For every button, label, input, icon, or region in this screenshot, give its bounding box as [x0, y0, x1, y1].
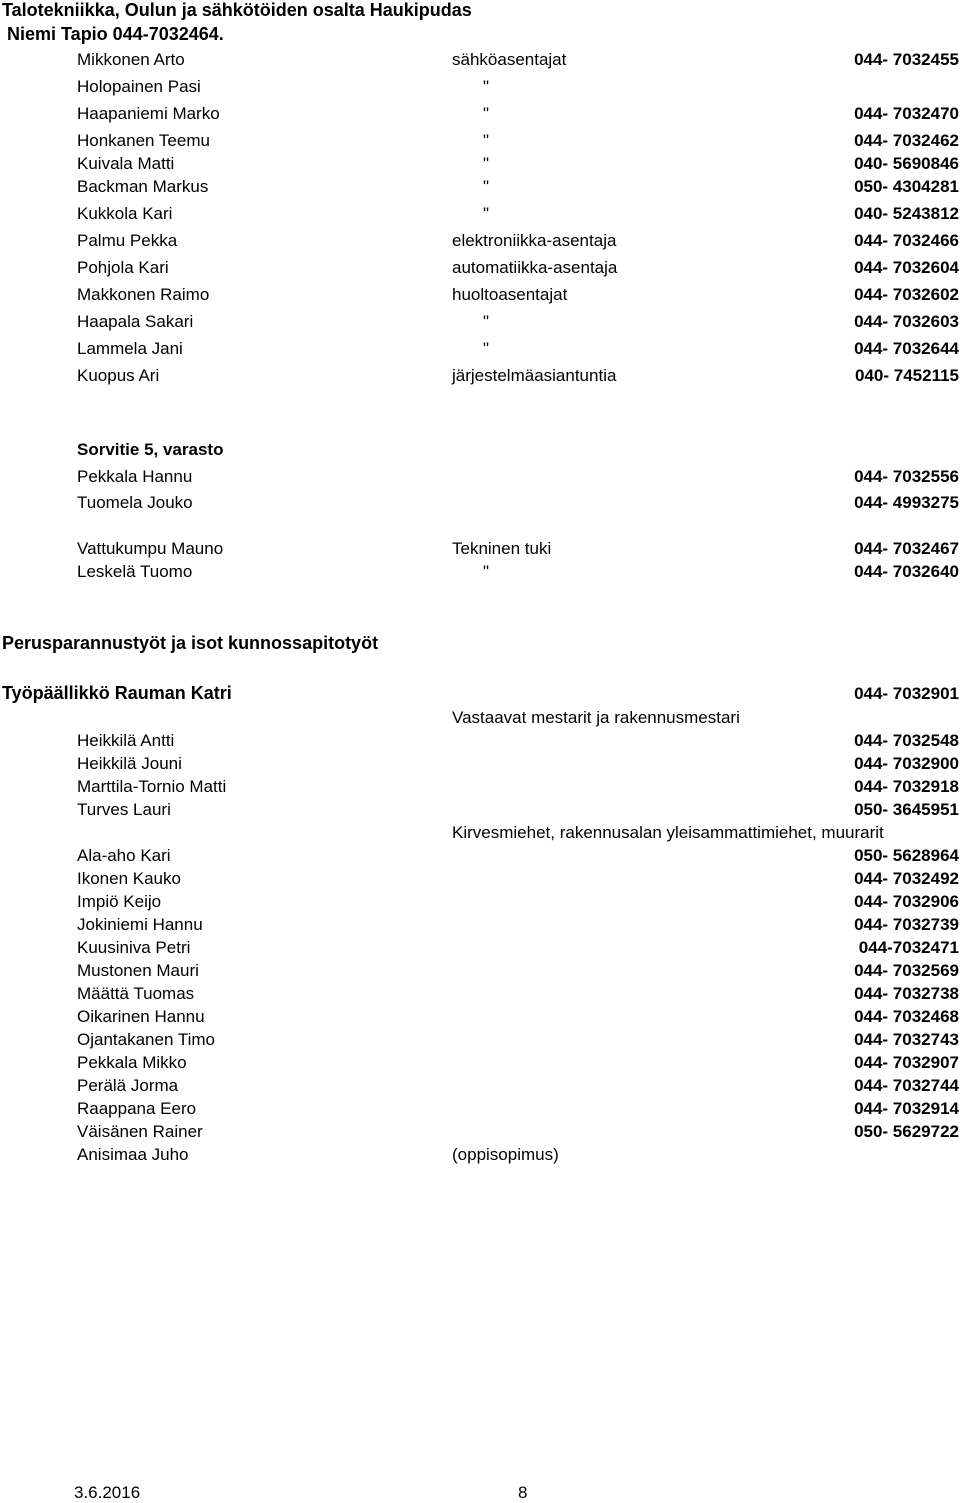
person-role: " — [483, 154, 490, 173]
phone-number: 044- 7032470 — [854, 104, 959, 123]
phone-number: 044- 7032569 — [854, 961, 959, 980]
person-name: Oikarinen Hannu — [77, 1007, 205, 1026]
phone-number: 044- 7032743 — [854, 1030, 959, 1049]
contact-line: Niemi Tapio 044-7032464. — [7, 24, 224, 44]
person-name: Mustonen Mauri — [77, 961, 199, 980]
person-name: Leskelä Tuomo — [77, 562, 193, 581]
person-name: Pekkala Hannu — [77, 467, 193, 486]
phone-number: 044- 7032603 — [854, 312, 959, 331]
person-role: " — [483, 204, 490, 223]
person-role: automatiikka-asentaja — [452, 258, 618, 277]
phone-number: 044- 7032462 — [854, 131, 959, 150]
person-role: (oppisopimus) — [452, 1145, 559, 1164]
footer-date: 3.6.2016 — [74, 1483, 141, 1502]
phone-number: 044- 7032738 — [854, 984, 959, 1003]
phone-number: 044- 7032914 — [854, 1099, 959, 1118]
phone-number: 040- 5243812 — [854, 204, 959, 223]
person-name: Heikkilä Antti — [77, 731, 175, 750]
person-name: Pohjola Kari — [77, 258, 169, 277]
group-title: Vastaavat mestarit ja rakennusmestari — [452, 708, 740, 727]
phone-number: 044-7032471 — [858, 938, 959, 957]
person-name: Impiö Keijo — [77, 892, 162, 911]
person-role: järjestelmäasiantuntia — [452, 366, 617, 385]
manager-label: Työpäällikkö Rauman Katri — [2, 683, 232, 703]
phone-number: 044- 7032640 — [854, 562, 959, 581]
phone-number: 044- 4993275 — [854, 493, 959, 512]
person-role: huoltoasentajat — [452, 285, 568, 304]
person-name: Kuusiniva Petri — [77, 938, 191, 957]
person-name: Jokiniemi Hannu — [77, 915, 203, 934]
person-name: Ojantakanen Timo — [77, 1030, 215, 1049]
phone-number: 044- 7032604 — [854, 258, 959, 277]
person-role: " — [483, 131, 490, 150]
person-name: Mikkonen Arto — [77, 50, 185, 69]
phone-number: 050- 5628964 — [854, 846, 959, 865]
person-role: " — [483, 339, 490, 358]
phone-number: 040- 5690846 — [854, 154, 959, 173]
person-name: Palmu Pekka — [77, 231, 178, 250]
phone-number: 044- 7032907 — [854, 1053, 959, 1072]
person-name: Raappana Eero — [77, 1099, 197, 1118]
section-title: Perusparannustyöt ja isot kunnossapitotyöt — [2, 633, 379, 653]
person-name: Pekkala Mikko — [77, 1053, 187, 1072]
person-name: Väisänen Rainer — [77, 1122, 203, 1141]
person-role: " — [483, 104, 490, 123]
person-name: Haapaniemi Marko — [77, 104, 220, 123]
person-role: " — [483, 562, 490, 581]
phone-number: 050- 5629722 — [854, 1122, 959, 1141]
person-name: Ikonen Kauko — [77, 869, 181, 888]
person-name: Holopainen Pasi — [77, 77, 201, 96]
person-name: Lammela Jani — [77, 339, 183, 358]
phone-number: 044- 7032744 — [854, 1076, 959, 1095]
document-title: Talotekniikka, Oulun ja sähkötöiden osalta Haukipudas — [2, 0, 472, 20]
phone-number: 044- 7032556 — [854, 467, 959, 486]
person-name: Kuivala Matti — [77, 154, 175, 173]
person-name: Kuopus Ari — [77, 366, 160, 385]
phone-number: 044- 7032906 — [854, 892, 959, 911]
section-title: Sorvitie 5, varasto — [77, 440, 224, 459]
phone-number: 044- 7032548 — [854, 731, 959, 750]
person-name: Tuomela Jouko — [77, 493, 193, 512]
person-name: Backman Markus — [77, 177, 209, 196]
phone-number: 044- 7032739 — [854, 915, 959, 934]
phone-number: 040- 7452115 — [855, 366, 959, 385]
phone-number: 050- 3645951 — [854, 800, 959, 819]
person-name: Anisimaa Juho — [77, 1145, 189, 1164]
person-role: sähköasentajat — [452, 50, 567, 69]
phone-number: 044- 7032602 — [854, 285, 959, 304]
person-role: " — [483, 77, 490, 96]
person-name: Ala-aho Kari — [77, 846, 171, 865]
person-name: Makkonen Raimo — [77, 285, 210, 304]
phone-number: 044- 7032492 — [854, 869, 959, 888]
person-role: elektroniikka-asentaja — [452, 231, 617, 250]
phone-number: 050- 4304281 — [854, 177, 959, 196]
person-name: Vattukumpu Mauno — [77, 539, 224, 558]
person-name: Heikkilä Jouni — [77, 754, 182, 773]
person-name: Marttila-Tornio Matti — [77, 777, 227, 796]
person-name: Perälä Jorma — [77, 1076, 179, 1095]
phone-number: 044- 7032466 — [854, 231, 959, 250]
footer-page-number: 8 — [518, 1483, 528, 1502]
phone-number: 044- 7032644 — [854, 339, 959, 358]
person-role: " — [483, 312, 490, 331]
group-title: Kirvesmiehet, rakennusalan yleisammattimiehet, muurarit — [452, 823, 884, 842]
phone-number: 044- 7032918 — [854, 777, 959, 796]
person-role: Tekninen tuki — [452, 539, 552, 558]
phone-number: 044- 7032455 — [854, 50, 959, 69]
phone-number: 044- 7032900 — [854, 754, 959, 773]
person-name: Kukkola Kari — [77, 204, 173, 223]
person-name: Haapala Sakari — [77, 312, 194, 331]
person-name: Honkanen Teemu — [77, 131, 210, 150]
phone-number: 044- 7032468 — [854, 1007, 959, 1026]
phone-number: 044- 7032901 — [854, 684, 959, 703]
phone-number: 044- 7032467 — [854, 539, 959, 558]
person-name: Turves Lauri — [77, 800, 171, 819]
person-role: " — [483, 177, 490, 196]
person-name: Määttä Tuomas — [77, 984, 195, 1003]
